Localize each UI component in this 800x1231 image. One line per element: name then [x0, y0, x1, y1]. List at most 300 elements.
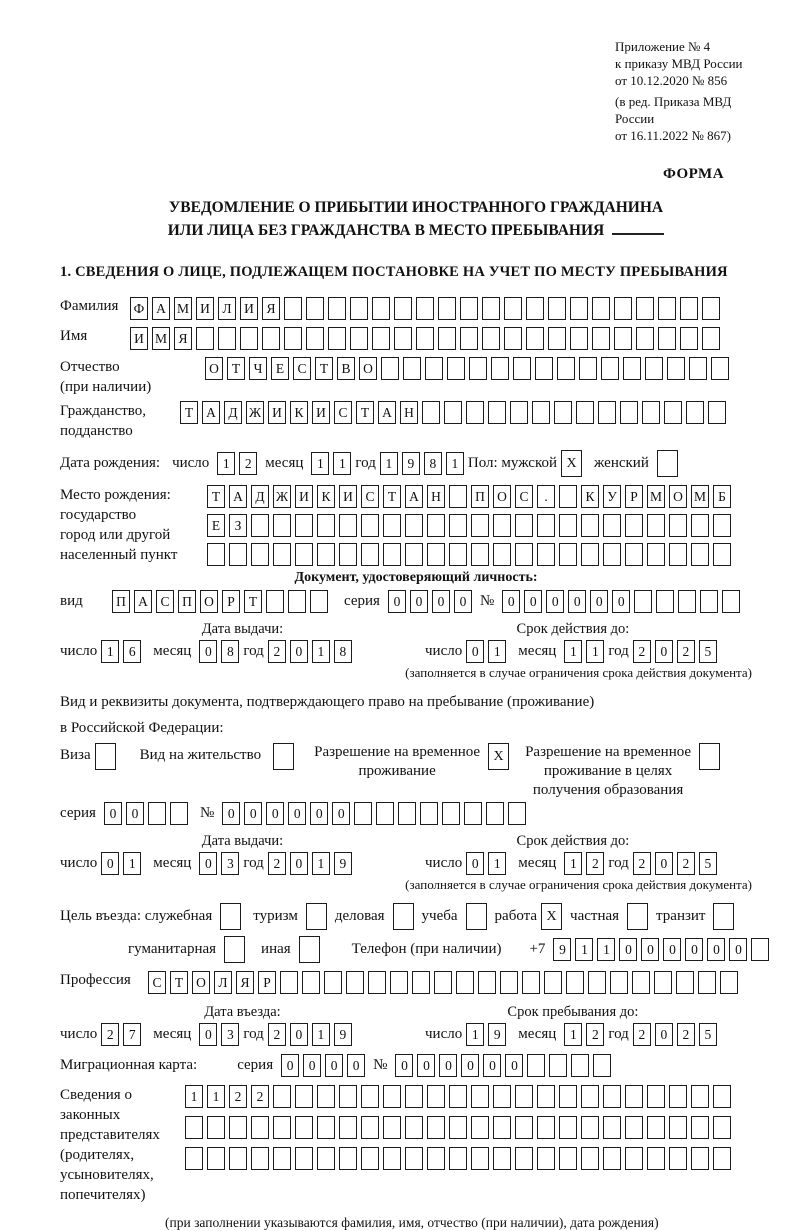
char-cell[interactable] [240, 327, 258, 350]
char-cell[interactable] [645, 357, 663, 380]
char-cell[interactable] [708, 401, 726, 424]
permit-issue-day[interactable] [101, 852, 145, 875]
char-cell[interactable]: 9 [402, 452, 420, 475]
char-cell[interactable]: 0 [641, 938, 659, 961]
char-cell[interactable] [691, 1085, 709, 1108]
char-cell[interactable]: С [515, 485, 533, 508]
char-cell[interactable]: 2 [633, 852, 651, 875]
char-cell[interactable]: 0 [104, 802, 122, 825]
char-cell[interactable]: О [359, 357, 377, 380]
residence-permit-checkbox[interactable] [273, 743, 298, 770]
char-cell[interactable]: 0 [568, 590, 586, 613]
char-cell[interactable]: 0 [619, 938, 637, 961]
char-cell[interactable] [148, 802, 166, 825]
char-cell[interactable] [460, 327, 478, 350]
char-cell[interactable] [185, 1116, 203, 1139]
char-cell[interactable] [698, 971, 716, 994]
purpose-humanitarian-checkbox[interactable] [224, 936, 249, 963]
char-cell[interactable] [224, 936, 245, 963]
char-cell[interactable]: А [229, 485, 247, 508]
char-cell[interactable]: 0 [101, 852, 119, 875]
sex-female-checkbox[interactable] [657, 450, 682, 477]
char-cell[interactable]: 1 [564, 1023, 582, 1046]
char-cell[interactable]: 0 [199, 852, 217, 875]
char-cell[interactable]: 0 [729, 938, 747, 961]
char-cell[interactable] [598, 401, 616, 424]
char-cell[interactable]: Я [236, 971, 254, 994]
char-cell[interactable] [471, 1085, 489, 1108]
char-cell[interactable] [383, 1147, 401, 1170]
char-cell[interactable] [588, 971, 606, 994]
char-cell[interactable]: П [112, 590, 130, 613]
permit-number-input[interactable] [222, 802, 530, 825]
char-cell[interactable] [548, 297, 566, 320]
char-cell[interactable]: 2 [229, 1085, 247, 1108]
char-cell[interactable] [537, 1116, 555, 1139]
char-cell[interactable]: С [148, 971, 166, 994]
char-cell[interactable] [603, 1085, 621, 1108]
doc-valid-year[interactable] [633, 640, 721, 663]
char-cell[interactable] [273, 1116, 291, 1139]
char-cell[interactable] [656, 590, 674, 613]
char-cell[interactable]: О [493, 485, 511, 508]
char-cell[interactable] [405, 543, 423, 566]
char-cell[interactable] [471, 1147, 489, 1170]
doc-valid-day[interactable] [466, 640, 510, 663]
char-cell[interactable]: 1 [123, 852, 141, 875]
char-cell[interactable]: 1 [488, 640, 506, 663]
char-cell[interactable]: Т [315, 357, 333, 380]
migcard-number-input[interactable] [395, 1054, 615, 1077]
char-cell[interactable]: 1 [564, 852, 582, 875]
char-cell[interactable]: И [196, 297, 214, 320]
char-cell[interactable] [593, 1054, 611, 1077]
char-cell[interactable] [416, 327, 434, 350]
char-cell[interactable] [581, 514, 599, 537]
char-cell[interactable]: 5 [699, 852, 717, 875]
char-cell[interactable] [592, 327, 610, 350]
char-cell[interactable] [394, 297, 412, 320]
char-cell[interactable] [657, 450, 678, 477]
char-cell[interactable] [634, 590, 652, 613]
char-cell[interactable]: 0 [288, 802, 306, 825]
char-cell[interactable]: О [669, 485, 687, 508]
char-cell[interactable]: Р [258, 971, 276, 994]
char-cell[interactable]: М [691, 485, 709, 508]
char-cell[interactable]: А [152, 297, 170, 320]
char-cell[interactable] [376, 802, 394, 825]
char-cell[interactable]: 0 [707, 938, 725, 961]
char-cell[interactable]: 0 [590, 590, 608, 613]
char-cell[interactable]: О [200, 590, 218, 613]
char-cell[interactable] [751, 938, 769, 961]
char-cell[interactable] [691, 1116, 709, 1139]
char-cell[interactable] [667, 357, 685, 380]
char-cell[interactable] [229, 543, 247, 566]
char-cell[interactable]: 0 [347, 1054, 365, 1077]
char-cell[interactable]: И [312, 401, 330, 424]
char-cell[interactable] [339, 1085, 357, 1108]
char-cell[interactable]: 0 [266, 802, 284, 825]
char-cell[interactable]: Ж [273, 485, 291, 508]
char-cell[interactable] [508, 802, 526, 825]
char-cell[interactable] [700, 590, 718, 613]
char-cell[interactable] [438, 327, 456, 350]
char-cell[interactable] [361, 1085, 379, 1108]
char-cell[interactable] [420, 802, 438, 825]
char-cell[interactable] [449, 1116, 467, 1139]
char-cell[interactable] [442, 802, 460, 825]
char-cell[interactable] [627, 903, 648, 930]
char-cell[interactable] [515, 543, 533, 566]
char-cell[interactable]: У [603, 485, 621, 508]
char-cell[interactable] [720, 971, 738, 994]
char-cell[interactable] [632, 971, 650, 994]
char-cell[interactable]: 0 [432, 590, 450, 613]
char-cell[interactable]: Е [207, 514, 225, 537]
char-cell[interactable] [434, 971, 452, 994]
char-cell[interactable] [302, 971, 320, 994]
char-cell[interactable] [669, 543, 687, 566]
char-cell[interactable]: 2 [633, 640, 651, 663]
char-cell[interactable] [390, 971, 408, 994]
char-cell[interactable] [273, 514, 291, 537]
char-cell[interactable]: Т [356, 401, 374, 424]
char-cell[interactable]: А [378, 401, 396, 424]
char-cell[interactable] [544, 971, 562, 994]
char-cell[interactable]: 2 [268, 852, 286, 875]
char-cell[interactable] [405, 514, 423, 537]
char-cell[interactable] [339, 543, 357, 566]
char-cell[interactable] [491, 357, 509, 380]
char-cell[interactable]: 0 [410, 590, 428, 613]
char-cell[interactable] [522, 971, 540, 994]
char-cell[interactable] [306, 297, 324, 320]
char-cell[interactable]: 5 [699, 1023, 717, 1046]
char-cell[interactable]: 0 [461, 1054, 479, 1077]
char-cell[interactable] [713, 514, 731, 537]
char-cell[interactable]: 1 [488, 852, 506, 875]
char-cell[interactable]: 5 [699, 640, 717, 663]
char-cell[interactable] [559, 1116, 577, 1139]
char-cell[interactable]: К [290, 401, 308, 424]
char-cell[interactable]: 1 [207, 1085, 225, 1108]
permit-valid-month[interactable] [564, 852, 608, 875]
char-cell[interactable]: 0 [454, 590, 472, 613]
char-cell[interactable]: С [156, 590, 174, 613]
char-cell[interactable]: Ж [246, 401, 264, 424]
char-cell[interactable] [669, 1116, 687, 1139]
char-cell[interactable]: 0 [222, 802, 240, 825]
char-cell[interactable]: 0 [281, 1054, 299, 1077]
char-cell[interactable] [570, 297, 588, 320]
char-cell[interactable] [722, 590, 740, 613]
char-cell[interactable] [299, 936, 320, 963]
char-cell[interactable]: 0 [126, 802, 144, 825]
char-cell[interactable]: А [134, 590, 152, 613]
char-cell[interactable]: 0 [502, 590, 520, 613]
char-cell[interactable] [427, 514, 445, 537]
char-cell[interactable]: 0 [655, 1023, 673, 1046]
char-cell[interactable] [647, 514, 665, 537]
char-cell[interactable]: 0 [483, 1054, 501, 1077]
char-cell[interactable] [713, 543, 731, 566]
char-cell[interactable] [526, 327, 544, 350]
char-cell[interactable] [537, 1147, 555, 1170]
char-cell[interactable]: 2 [677, 1023, 695, 1046]
char-cell[interactable] [603, 1116, 621, 1139]
char-cell[interactable]: 1 [333, 452, 351, 475]
migcard-series-input[interactable] [281, 1054, 369, 1077]
char-cell[interactable] [220, 903, 241, 930]
char-cell[interactable]: М [152, 327, 170, 350]
birthplace-input-2[interactable] [207, 514, 735, 537]
char-cell[interactable] [636, 327, 654, 350]
char-cell[interactable] [510, 401, 528, 424]
char-cell[interactable] [549, 1054, 567, 1077]
char-cell[interactable]: X [488, 743, 509, 770]
char-cell[interactable] [614, 327, 632, 350]
char-cell[interactable] [686, 401, 704, 424]
char-cell[interactable] [493, 1147, 511, 1170]
stay-year[interactable] [633, 1023, 721, 1046]
char-cell[interactable] [295, 514, 313, 537]
char-cell[interactable] [614, 297, 632, 320]
char-cell[interactable]: Р [625, 485, 643, 508]
char-cell[interactable] [449, 1147, 467, 1170]
char-cell[interactable] [427, 1116, 445, 1139]
char-cell[interactable]: 0 [244, 802, 262, 825]
birthplace-input-3[interactable] [207, 543, 735, 566]
char-cell[interactable] [405, 1116, 423, 1139]
char-cell[interactable] [711, 357, 729, 380]
char-cell[interactable]: С [361, 485, 379, 508]
char-cell[interactable] [664, 401, 682, 424]
sex-male-checkbox[interactable] [561, 450, 586, 477]
char-cell[interactable]: П [178, 590, 196, 613]
char-cell[interactable] [669, 1085, 687, 1108]
char-cell[interactable]: 9 [334, 852, 352, 875]
char-cell[interactable]: 2 [586, 852, 604, 875]
char-cell[interactable]: Ф [130, 297, 148, 320]
char-cell[interactable]: 1 [217, 452, 235, 475]
char-cell[interactable] [324, 971, 342, 994]
char-cell[interactable]: К [317, 485, 335, 508]
char-cell[interactable] [273, 543, 291, 566]
char-cell[interactable] [361, 1147, 379, 1170]
char-cell[interactable]: Т [207, 485, 225, 508]
char-cell[interactable] [579, 357, 597, 380]
char-cell[interactable] [581, 543, 599, 566]
char-cell[interactable] [537, 543, 555, 566]
char-cell[interactable] [559, 485, 577, 508]
char-cell[interactable]: 1 [575, 938, 593, 961]
char-cell[interactable]: 1 [380, 452, 398, 475]
char-cell[interactable] [601, 357, 619, 380]
char-cell[interactable]: 1 [312, 640, 330, 663]
char-cell[interactable]: 0 [325, 1054, 343, 1077]
char-cell[interactable]: Т [180, 401, 198, 424]
char-cell[interactable] [306, 327, 324, 350]
char-cell[interactable]: Д [224, 401, 242, 424]
char-cell[interactable] [647, 1147, 665, 1170]
char-cell[interactable] [456, 971, 474, 994]
birth-month-input[interactable] [311, 452, 355, 475]
char-cell[interactable] [405, 1085, 423, 1108]
char-cell[interactable] [559, 543, 577, 566]
char-cell[interactable]: Н [427, 485, 445, 508]
char-cell[interactable]: 0 [199, 640, 217, 663]
char-cell[interactable]: 1 [466, 1023, 484, 1046]
char-cell[interactable] [471, 514, 489, 537]
char-cell[interactable] [702, 327, 720, 350]
char-cell[interactable] [425, 357, 443, 380]
char-cell[interactable] [713, 1085, 731, 1108]
char-cell[interactable] [339, 1147, 357, 1170]
char-cell[interactable]: 0 [466, 640, 484, 663]
char-cell[interactable]: 9 [334, 1023, 352, 1046]
permit-valid-year[interactable] [633, 852, 721, 875]
char-cell[interactable]: И [339, 485, 357, 508]
char-cell[interactable] [381, 357, 399, 380]
char-cell[interactable]: 1 [311, 452, 329, 475]
char-cell[interactable]: 0 [655, 852, 673, 875]
char-cell[interactable] [625, 514, 643, 537]
char-cell[interactable] [350, 297, 368, 320]
char-cell[interactable] [603, 514, 621, 537]
char-cell[interactable] [493, 543, 511, 566]
char-cell[interactable]: В [337, 357, 355, 380]
char-cell[interactable]: Я [174, 327, 192, 350]
char-cell[interactable]: И [295, 485, 313, 508]
char-cell[interactable]: 1 [101, 640, 119, 663]
char-cell[interactable] [416, 297, 434, 320]
char-cell[interactable]: 2 [239, 452, 257, 475]
char-cell[interactable]: 2 [268, 1023, 286, 1046]
char-cell[interactable]: Б [713, 485, 731, 508]
char-cell[interactable] [447, 357, 465, 380]
char-cell[interactable]: 1 [597, 938, 615, 961]
char-cell[interactable] [361, 543, 379, 566]
purpose-official-checkbox[interactable] [220, 903, 245, 930]
char-cell[interactable]: 2 [101, 1023, 119, 1046]
char-cell[interactable] [295, 1147, 313, 1170]
char-cell[interactable] [702, 297, 720, 320]
birthplace-input-1[interactable] [207, 485, 735, 508]
char-cell[interactable]: 1 [312, 852, 330, 875]
char-cell[interactable] [328, 297, 346, 320]
char-cell[interactable]: 3 [221, 852, 239, 875]
char-cell[interactable] [713, 1147, 731, 1170]
char-cell[interactable] [317, 514, 335, 537]
char-cell[interactable] [398, 802, 416, 825]
char-cell[interactable] [513, 357, 531, 380]
char-cell[interactable] [427, 543, 445, 566]
char-cell[interactable] [571, 1054, 589, 1077]
purpose-other-checkbox[interactable] [299, 936, 324, 963]
char-cell[interactable] [592, 297, 610, 320]
char-cell[interactable] [669, 1147, 687, 1170]
birth-day-input[interactable] [217, 452, 261, 475]
char-cell[interactable] [625, 1085, 643, 1108]
char-cell[interactable] [676, 971, 694, 994]
char-cell[interactable]: 0 [612, 590, 630, 613]
doc-number-input[interactable] [502, 590, 744, 613]
char-cell[interactable] [288, 590, 306, 613]
char-cell[interactable] [280, 971, 298, 994]
representatives-input-1[interactable] [185, 1085, 735, 1108]
stay-day[interactable] [466, 1023, 510, 1046]
char-cell[interactable]: 2 [251, 1085, 269, 1108]
char-cell[interactable] [581, 1116, 599, 1139]
char-cell[interactable] [449, 514, 467, 537]
char-cell[interactable] [284, 327, 302, 350]
phone-input[interactable] [553, 938, 773, 961]
char-cell[interactable] [251, 543, 269, 566]
char-cell[interactable] [689, 357, 707, 380]
char-cell[interactable] [680, 327, 698, 350]
char-cell[interactable]: 1 [185, 1085, 203, 1108]
char-cell[interactable] [383, 514, 401, 537]
char-cell[interactable] [438, 297, 456, 320]
char-cell[interactable]: X [541, 903, 562, 930]
permit-issue-year[interactable] [268, 852, 356, 875]
char-cell[interactable] [262, 327, 280, 350]
stay-month[interactable] [564, 1023, 608, 1046]
permit-series-input[interactable] [104, 802, 192, 825]
char-cell[interactable]: И [130, 327, 148, 350]
char-cell[interactable]: Т [244, 590, 262, 613]
char-cell[interactable] [207, 1147, 225, 1170]
char-cell[interactable] [504, 327, 522, 350]
char-cell[interactable]: 2 [268, 640, 286, 663]
doc-issue-month[interactable] [199, 640, 243, 663]
char-cell[interactable] [427, 1085, 445, 1108]
char-cell[interactable]: Р [222, 590, 240, 613]
char-cell[interactable] [449, 485, 467, 508]
char-cell[interactable] [566, 971, 584, 994]
entry-day[interactable] [101, 1023, 145, 1046]
char-cell[interactable]: 1 [446, 452, 464, 475]
char-cell[interactable]: З [229, 514, 247, 537]
char-cell[interactable] [559, 514, 577, 537]
char-cell[interactable] [339, 1116, 357, 1139]
char-cell[interactable] [469, 357, 487, 380]
char-cell[interactable]: 9 [553, 938, 571, 961]
char-cell[interactable] [346, 971, 364, 994]
char-cell[interactable]: 0 [663, 938, 681, 961]
entry-month[interactable] [199, 1023, 243, 1046]
char-cell[interactable]: 0 [199, 1023, 217, 1046]
entry-year[interactable] [268, 1023, 356, 1046]
doc-valid-month[interactable] [564, 640, 608, 663]
char-cell[interactable] [185, 1147, 203, 1170]
char-cell[interactable] [581, 1085, 599, 1108]
char-cell[interactable] [713, 903, 734, 930]
char-cell[interactable] [557, 357, 575, 380]
temp-residence-edu-checkbox[interactable] [699, 743, 724, 770]
char-cell[interactable]: 8 [221, 640, 239, 663]
char-cell[interactable] [354, 802, 372, 825]
char-cell[interactable] [554, 401, 572, 424]
surname-input[interactable] [130, 297, 724, 320]
char-cell[interactable] [669, 514, 687, 537]
temp-residence-checkbox[interactable] [488, 743, 513, 770]
char-cell[interactable] [317, 543, 335, 566]
char-cell[interactable] [625, 543, 643, 566]
doc-series-input[interactable] [388, 590, 476, 613]
char-cell[interactable] [422, 401, 440, 424]
